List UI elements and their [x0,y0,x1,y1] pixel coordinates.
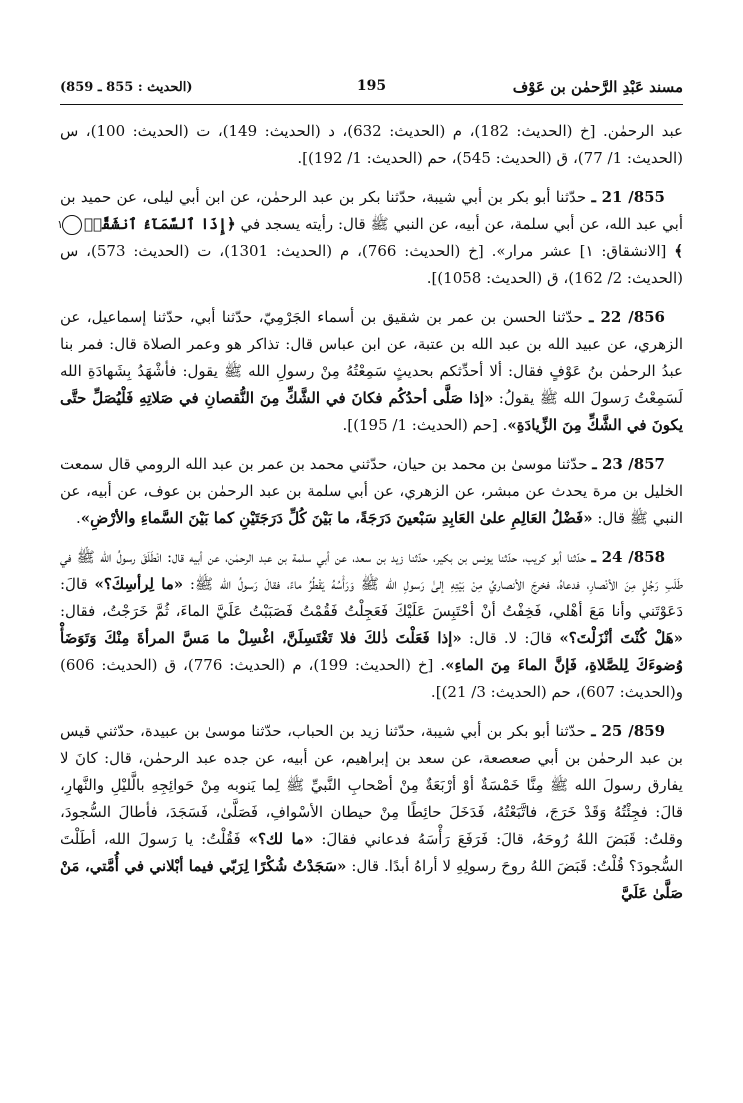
narration-text: حدّثنا الحسن بن عمر بن شقيق بن أسماء الجَرْمِيّ، حدّثنا أبي، حدّثنا إسماعيل، عن الزهري، عن عبيد الله بن عبد الله بن عتبة، عن ابن عباس قال: تذاكر هو وعمر الصلاة قال: فمر بنا عبدُ الرحمٰن بنُ عَوْفٍ فقال: ألا أحدِّثكم بحديثٍ سَمِعْتُهُ مِنْ رسولِ الله ﷺ يقول: فأشْهَدُ بِشَهادَةِ الله لَسَمِعْتُ رَسولَ الله ﷺ يقولُ: [60,308,684,407]
narration-text: [الانشقاق: ١] عشر مرار». [خ (الحديث: 766)، م (الحديث: 1301)، ت (الحديث: 573)، س (الحديث: 2/ 162)، ق (الحديث: 1058)]. [60,242,683,287]
page-number: 195 [356,78,387,94]
hadith-entry [57,184,683,292]
narration-text: قالَ: دَعَوْتَني وأنا مَعَ أهْلي، فَخِفْتُ أنْ أحْتَبِسَ عَلَيْكَ فَعَجِلْتُ فَقُمْتُ فَصَبَبْتُ عَلَيَّ الماءَ، ثُمَّ خَرَجْتُ، فقال: [60,575,683,620]
prophet-saying: «فَضْلُ العَالِمِ علىٰ العَابِدِ سَبْعينَ دَرَجَةً، ما بَيْنَ كُلِّ دَرَجَتَيْنِ كما بَيْنَ السَّماءِ والأرْضِ» [80,509,593,527]
header-divider [60,104,683,105]
prophet-saying: «ما لِرأسِكَ؟» [94,575,184,593]
page-body [57,118,684,919]
narration-text: قالَ: لا. قال: [461,629,560,647]
narration-text: . [حم (الحديث: 1/ 195)]. [342,416,508,434]
narration-text: . [76,509,81,527]
prophet-saying: «إذا فَعَلْتَ ذٰلكَ فلا تَغْتَسِلَنَّ، اغْسِلْ ما مَسَّ المرأةَ مِنْكَ وَتَوَضَأْ وُضوءَكَ لِلصَّلاةِ، فَإنَّ الماءَ مِنَ الماءِ» [60,629,683,674]
prophet-saying: «إذا صَلَّى أحدُكُم فكانَ في الشَّكِّ مِنَ النُّقصانِ في صَلاتِهِ فَلْيُصَلِّ حتَّى يكونَ في الشَّكِّ مِنَ الزِّيادَةِ» [60,389,683,434]
hadith-range: (الحديث : 855 ـ 859) [60,80,193,95]
hadith-number: 859/ 25 ـ [591,722,666,740]
hadith-number: 856/ 22 ـ [589,308,665,326]
hadith-number: 858/ 24 ـ [591,548,666,566]
narration-text: حدّثنا أبو كريب، حدّثنا يونس بن بكير، حدّثنا زيد بن سعد، عن أبي سلمة بن عبد الرحمٰن، عن أبيه قال: انْطَلَقَ رسولُ الله ﷺ في طَلَبِ رَجُلٍ مِنَ الأنْصارِ، فدعاهُ، فخرجَ الأنصاريُ مِنْ بَيْتِهِ إلىٰ رَسولِ الله ﷺ وَرَأْسُهُ يَقْطُرُ ماءً، فقالَ رَسولُ الله ﷺ: [60,548,683,593]
prophet-saying: «ما لك؟» [248,830,314,848]
hadith-entry [60,451,683,532]
hadith-number: 857/ 23 ـ [592,455,665,473]
hadith-entry [60,544,683,706]
verse-number-mark: ١ [62,215,82,235]
narration-text: فَقُلْتُ: يا رَسولَ الله، أطَلْتَ السُّجودَ؟ قُلْتُ: قَبَضَ اللهُ روحَ رسولِهِ لا أراهُ أبدًا. قال: [60,830,684,875]
hadith-number: 855/ 21 ـ [591,188,665,206]
narration-text: حدّثنا موسىٰ بن محمد بن حيان، حدّثني محمد بن عمر بن عبد الله الرومي قال سمعت الخليل بن مرة يحدث عن مبشر، عن الزهري، عن أبي سلمة بن عبد الرحمٰن بن عوف، عن أبيه، عن النبي ﷺ قال: [60,455,683,527]
hadith-entry [60,304,683,439]
quran-verse: ﴾ [674,242,683,260]
narration-text: حدّثنا أبو بكر بن أبي شيبة، حدّثنا زيد بن الحباب، حدّثنا موسىٰ بن عبيدة، حدّثني قيس بن عبد الرحمٰن بن أبي صعصعة، عن سعد بن إبراهيم، عن أبيه، عن جده عبد الرحمٰن، قال: كانَ لا يفارق رسولَ الله ﷺ مِنَّا خَمْسَةٌ أوْ أرْبَعَةٌ مِنْ أصْحابِ النَّبيِّ ﷺ لِما يَنوبه مِنْ حَوائِجِهِ بالَّليْلِ والنَّهارِ، قالَ: فجِئْتُهُ وَقَدْ خَرَجَ، فاتَّبَعْتُهُ، فَدَخَلَ حائِطًا مِنْ حيطان الأسْوافِ، فَصَلَّىٰ، فَسَجَدَ، فأطالَ السُّجودَ، وقلتُ: قَبَضَ اللهُ رُوحَهُ، قالَ: فَرَفَعَ رَأْسَهُ فدعاني فقالَ: [60,722,683,848]
continuation-paragraph [60,118,683,172]
narration-text: حدّثنا أبو بكر بن أبي شيبة، حدّثنا بكر بن عبد الرحمٰن، عن ابن أبي ليلى، عن حميد بن أبي عبد الله، عن أبي سلمة، عن أبيه، عن النبي ﷺ قال: رأيته يسجد في [60,188,683,233]
prophet-saying: «سَجَدْتُ شُكْرًا لِرَبّي فيما أبْلاني في أُمَّتي، مَنْ صَلَّىٰ عَلَيَّ [60,857,683,902]
quran-verse: ﴿إِذَا ٱلسَّمَآءُ ٱنشَقَّتۡ [84,215,236,233]
book-title: مسند عَبْدِ الرَّحمٰن بن عَوْف [512,78,683,96]
prophet-saying: «هَلْ كُنْتَ أنْزَلْتَ؟» [559,629,683,647]
narration-text: عبد الرحمٰن. [خ (الحديث: 182)، م (الحديث: 632)، د (الحديث: 149)، ت (الحديث: 100)، س (الحديث: 1/ 77)، ق (الحديث: 545)، حم (الحديث: 1/ 192)]. [60,122,683,167]
running-header [60,78,683,102]
hadith-entry [60,718,683,907]
narration-text: . [خ (الحديث: 199)، م (الحديث: 776)، ق (الحديث: 606) و(الحديث: 607)، حم (الحديث: 3/ 21)]. [60,656,683,701]
